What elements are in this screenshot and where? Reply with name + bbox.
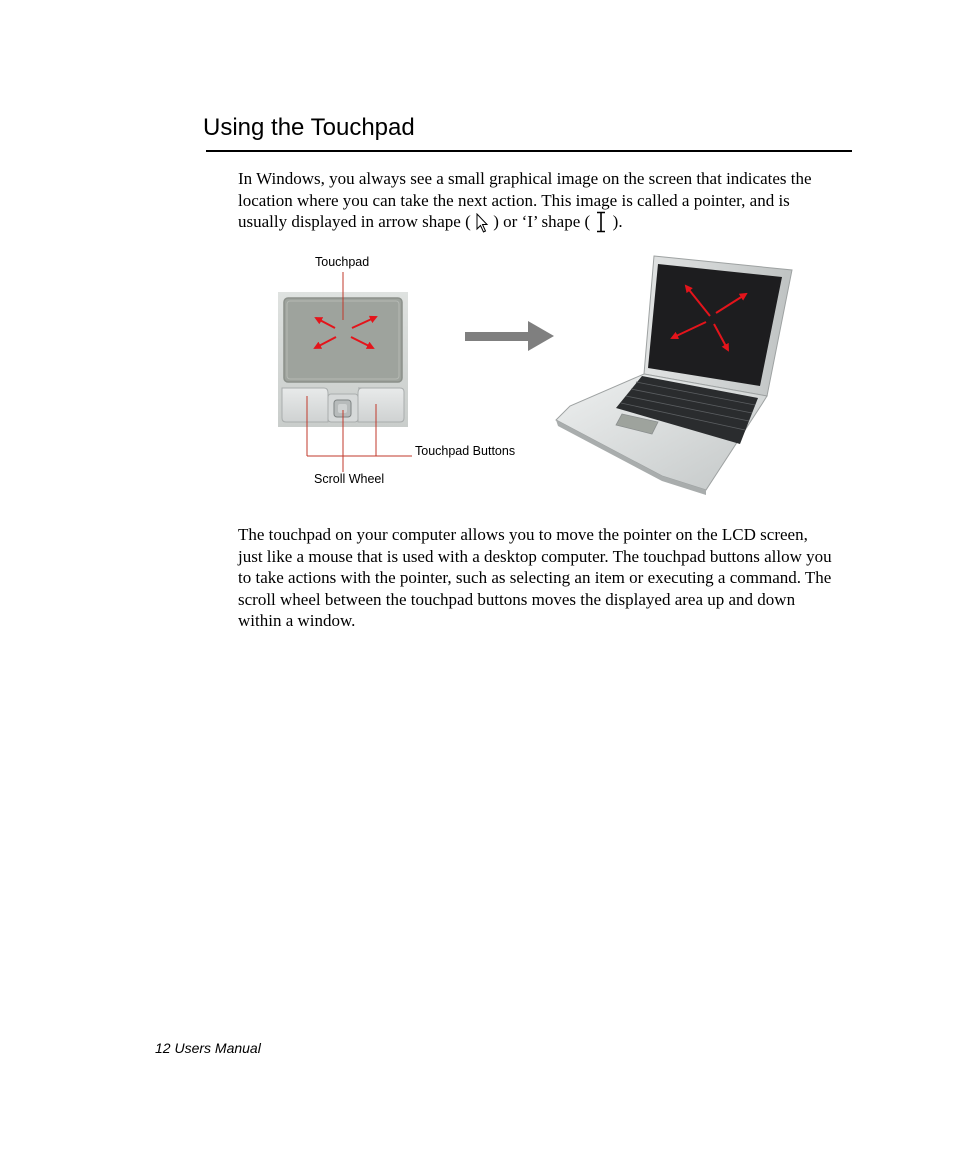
intro-paragraph <box>238 168 850 239</box>
i-beam-cursor-icon <box>594 211 608 239</box>
intro-line-1: In Windows, you always see a small graphical image on the screen that indicates the <box>238 169 812 188</box>
intro-text-before-arrow: usually displayed in arrow shape ( <box>238 212 471 231</box>
touchpad-closeup <box>278 272 412 472</box>
right-touchpad-button <box>358 388 404 422</box>
direction-arrow <box>465 321 554 351</box>
title-underline <box>206 150 852 152</box>
scroll-wheel-label: Scroll Wheel <box>314 472 385 486</box>
arrow-pointer-icon <box>475 213 489 239</box>
intro-line-3 <box>238 211 850 239</box>
description-line-1: The touchpad on your computer allows you to move the pointer on the LCD screen, <box>238 525 808 544</box>
intro-text-after: ). <box>612 212 623 231</box>
description-paragraph <box>238 524 852 632</box>
touchpad-illustration <box>270 248 810 498</box>
touchpad-buttons-label: Touchpad Buttons <box>415 444 516 458</box>
intro-text-middle: ) or ‘I’ shape ( <box>493 212 591 231</box>
left-touchpad-button <box>282 388 328 422</box>
description-line-4: scroll wheel between the touchpad buttons moves the displayed area up and down <box>238 589 796 609</box>
laptop-illustration <box>556 256 792 495</box>
intro-line-2: location where you can take the next action. This image is called a pointer, and is <box>238 190 790 210</box>
page-footer: 12 Users Manual <box>155 1040 261 1056</box>
description-line-2: just like a mouse that is used with a desktop computer. The touchpad buttons allow you <box>238 546 832 566</box>
description-line-3: to take actions with the pointer, such as selecting an item or executing a command. The <box>238 568 832 587</box>
page-title: Using the Touchpad <box>203 114 415 141</box>
description-line-5: within a window. <box>238 611 356 630</box>
touchpad-figure <box>270 248 810 498</box>
touchpad-label: Touchpad <box>315 255 370 269</box>
